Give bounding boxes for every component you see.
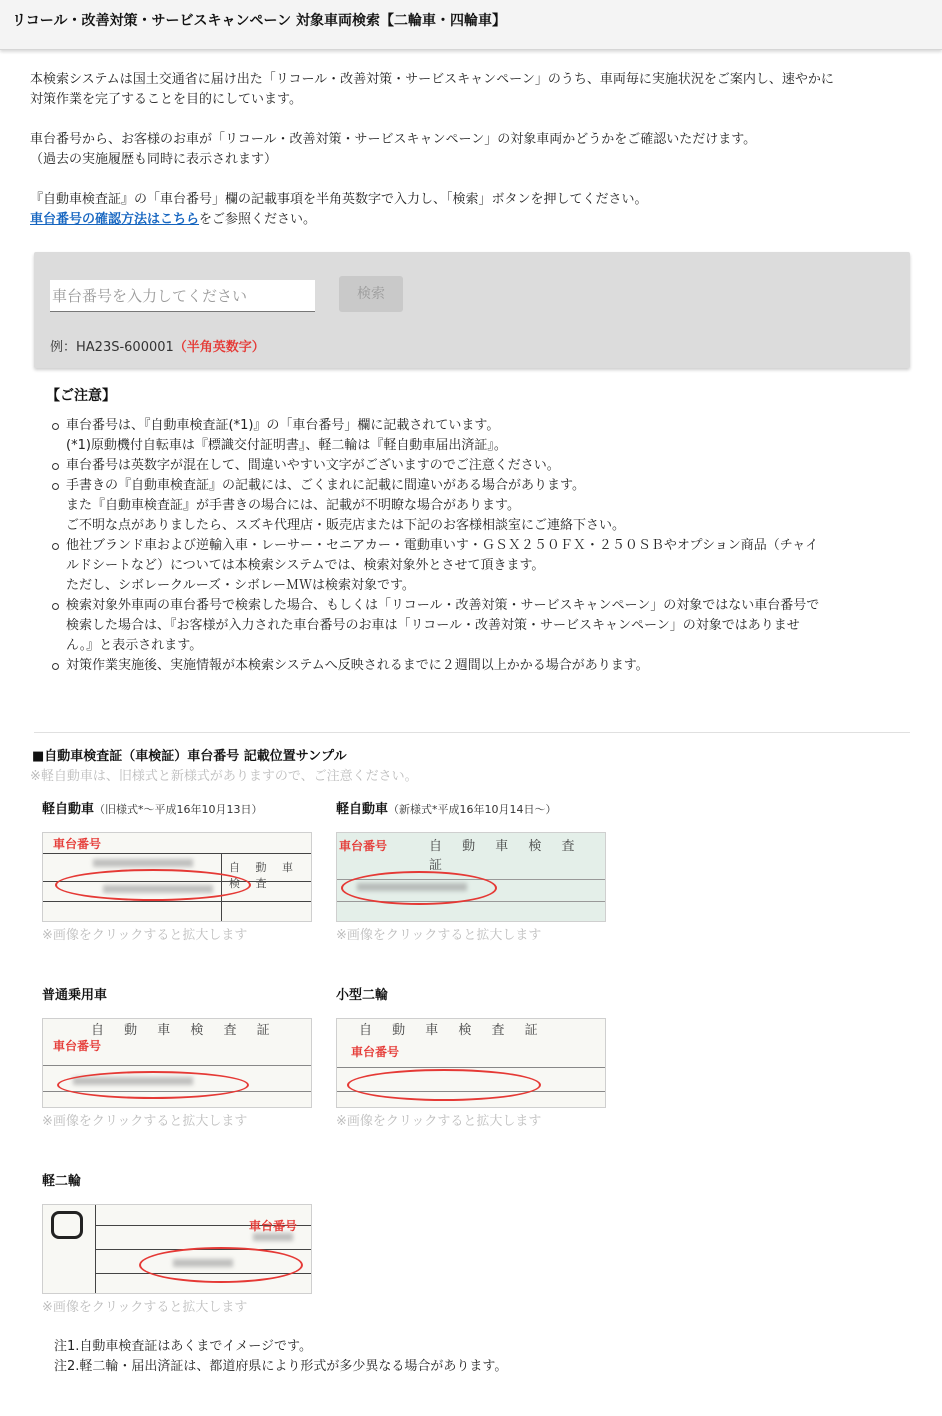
notice-line: ただし、シボレークルーズ・シボレーＭＷは検索対象です。 [66, 578, 415, 593]
notice-line: 手書きの『自動車検査証』の記載には、ごくまれに記載に間違いがある場合があります。 [66, 478, 585, 493]
intro-text: 対策作業を完了することを目的にしています。 [30, 92, 302, 107]
notice-line: 車台番号は、『自動車検査証(*1)』の「車台番号」欄に記載されています。 [66, 418, 500, 433]
search-panel [34, 252, 910, 368]
section-divider [34, 732, 910, 733]
card-title-text: 軽二輪 [42, 1174, 82, 1189]
image-caption: ※画像をクリックすると拡大します [42, 1114, 248, 1129]
example-note: （半角英数字） [173, 340, 265, 355]
image-caption: ※画像をクリックすると拡大します [336, 928, 542, 943]
card-subtitle: （旧様式*～平成16年10月13日） [94, 803, 263, 816]
footer-note: 注2.軽二輪・届出済証は、都道府県により形式が多少異なる場合があります。 [54, 1359, 508, 1374]
notice-item [66, 476, 906, 536]
chassis-number-input[interactable] [50, 280, 315, 312]
sample-card-kei-new [336, 798, 606, 943]
card-title [42, 984, 312, 1004]
card-title [336, 798, 606, 818]
how-to-check-link[interactable]: 車台番号の確認方法はこちら [30, 212, 200, 227]
page-title: リコール・改善対策・サービスキャンペーン 対象車両検索【二輪車・四輪車】 [12, 13, 507, 29]
notice-line: 対策作業実施後、実施情報が本検索システムへ反映されるまでに２週間以上かかる場合があります。 [66, 658, 649, 673]
notice-line: 検索した場合は、『お客様が入力された車台番号のお車は「リコール・改善対策・サービスキャンペーン」の対象ではありませ [66, 618, 800, 633]
notice-line: 車台番号は英数字が混在して、間違いやすい文字がございますのでご注意ください。 [66, 458, 560, 473]
input-example [50, 336, 265, 355]
notice-item [66, 596, 906, 656]
notice-item [66, 416, 906, 456]
notice-item [66, 656, 906, 676]
notice-title: 【ご注意】 [46, 388, 116, 404]
search-button[interactable]: 検索 [339, 276, 403, 312]
intro-paragraph-2 [30, 130, 920, 170]
sample-section-title: ■自動車検査証（車検証）車台番号 記載位置サンプル [32, 749, 347, 764]
card-title [42, 1170, 312, 1190]
chassis-label: 車台番号 [53, 1039, 102, 1053]
card-title-text: 軽自動車 [336, 802, 389, 817]
notice-line: ん。』と表示されます。 [66, 638, 203, 653]
card-title [336, 984, 606, 1004]
notice-list [66, 416, 906, 676]
intro-paragraph-3 [30, 190, 920, 230]
sample-image-small-motorcycle[interactable]: 自 動 車 検 査 証 車台番号 [336, 1018, 606, 1108]
sample-card-kei-old [42, 798, 312, 943]
chassis-label: 車台番号 [249, 1219, 298, 1233]
image-caption: ※画像をクリックすると拡大します [42, 1300, 248, 1315]
card-title-text: 普通乗用車 [42, 988, 108, 1003]
intro-paragraph-1 [30, 70, 920, 110]
sample-section-note: ※軽自動車は、旧様式と新様式がありますので、ご注意ください。 [30, 769, 418, 784]
card-title [42, 798, 312, 818]
notice-line: 他社ブランド車および逆輸入車・レーサー・セニアカー・電動車いす・ＧＳＸ２５０ＦＸ・２５０ＳＢやオプション商品（チャイ [66, 538, 819, 553]
chassis-label: 車台番号 [53, 837, 102, 851]
card-title-text: 軽自動車 [42, 802, 95, 817]
intro-text: 本検索システムは国土交通省に届け出た「リコール・改善対策・サービスキャンペーン」のうち、車両毎に実施状況をご案内し、速やかに [30, 72, 834, 87]
footer-notes [54, 1337, 507, 1377]
intro-text: 車台番号から、お客様のお車が「リコール・改善対策・サービスキャンペーン」の対象車両かどうかをご確認いただけます。 [30, 132, 757, 147]
image-caption: ※画像をクリックすると拡大します [336, 1114, 542, 1129]
chassis-label: 車台番号 [339, 839, 388, 853]
footer-note: 注1.自動車検査証はあくまでイメージです。 [54, 1339, 312, 1354]
sample-image-light-motorcycle[interactable] [42, 1204, 312, 1294]
sample-card-small-motorcycle [336, 984, 606, 1129]
intro-text: 『自動車検査証』の「車台番号」欄の記載事項を半角英数字で入力し、「検索」ボタンを押してください。 [30, 192, 648, 207]
sample-image-kei-old[interactable]: 自 動 車 検 査 車台番号 [42, 832, 312, 922]
sample-card-passenger [42, 984, 312, 1129]
header-bar [0, 0, 942, 50]
sample-card-light-motorcycle [42, 1170, 312, 1315]
notice-line: 検索対象外車両の車台番号で検索した場合、もしくは「リコール・改善対策・サービスキャンペーン」の対象ではない車台番号で [66, 598, 820, 613]
image-caption: ※画像をクリックすると拡大します [42, 928, 248, 943]
example-text: 例：HA23S-600001 [50, 340, 174, 355]
notice-line: ご不明な点がありましたら、スズキ代理店・販売店または下記のお客様相談室にご連絡下さい。 [66, 518, 626, 533]
intro-text: をご参照ください。 [199, 212, 317, 227]
notice-item [66, 536, 906, 596]
notice-line: (*1)原動機付自転車は『標識交付証明書』、軽二輪は『軽自動車届出済証』。 [66, 438, 507, 453]
sample-image-kei-new[interactable]: 自 動 車 検 査 証 車台番号 [336, 832, 606, 922]
card-subtitle: （新様式*平成16年10月14日～） [388, 803, 557, 816]
chassis-label: 車台番号 [351, 1045, 400, 1059]
intro-text: （過去の実施履歴も同時に表示されます） [30, 152, 278, 167]
notice-item [66, 456, 906, 476]
notice-line: また『自動車検査証』が手書きの場合には、記載が不明瞭な場合があります。 [66, 498, 520, 513]
sample-image-passenger[interactable]: 自 動 車 検 査 証 車台番号 [42, 1018, 312, 1108]
notice-line: ルドシートなど）については本検索システムでは、検索対象外とさせて頂きます。 [66, 558, 545, 573]
card-title-text: 小型二輪 [336, 988, 389, 1003]
